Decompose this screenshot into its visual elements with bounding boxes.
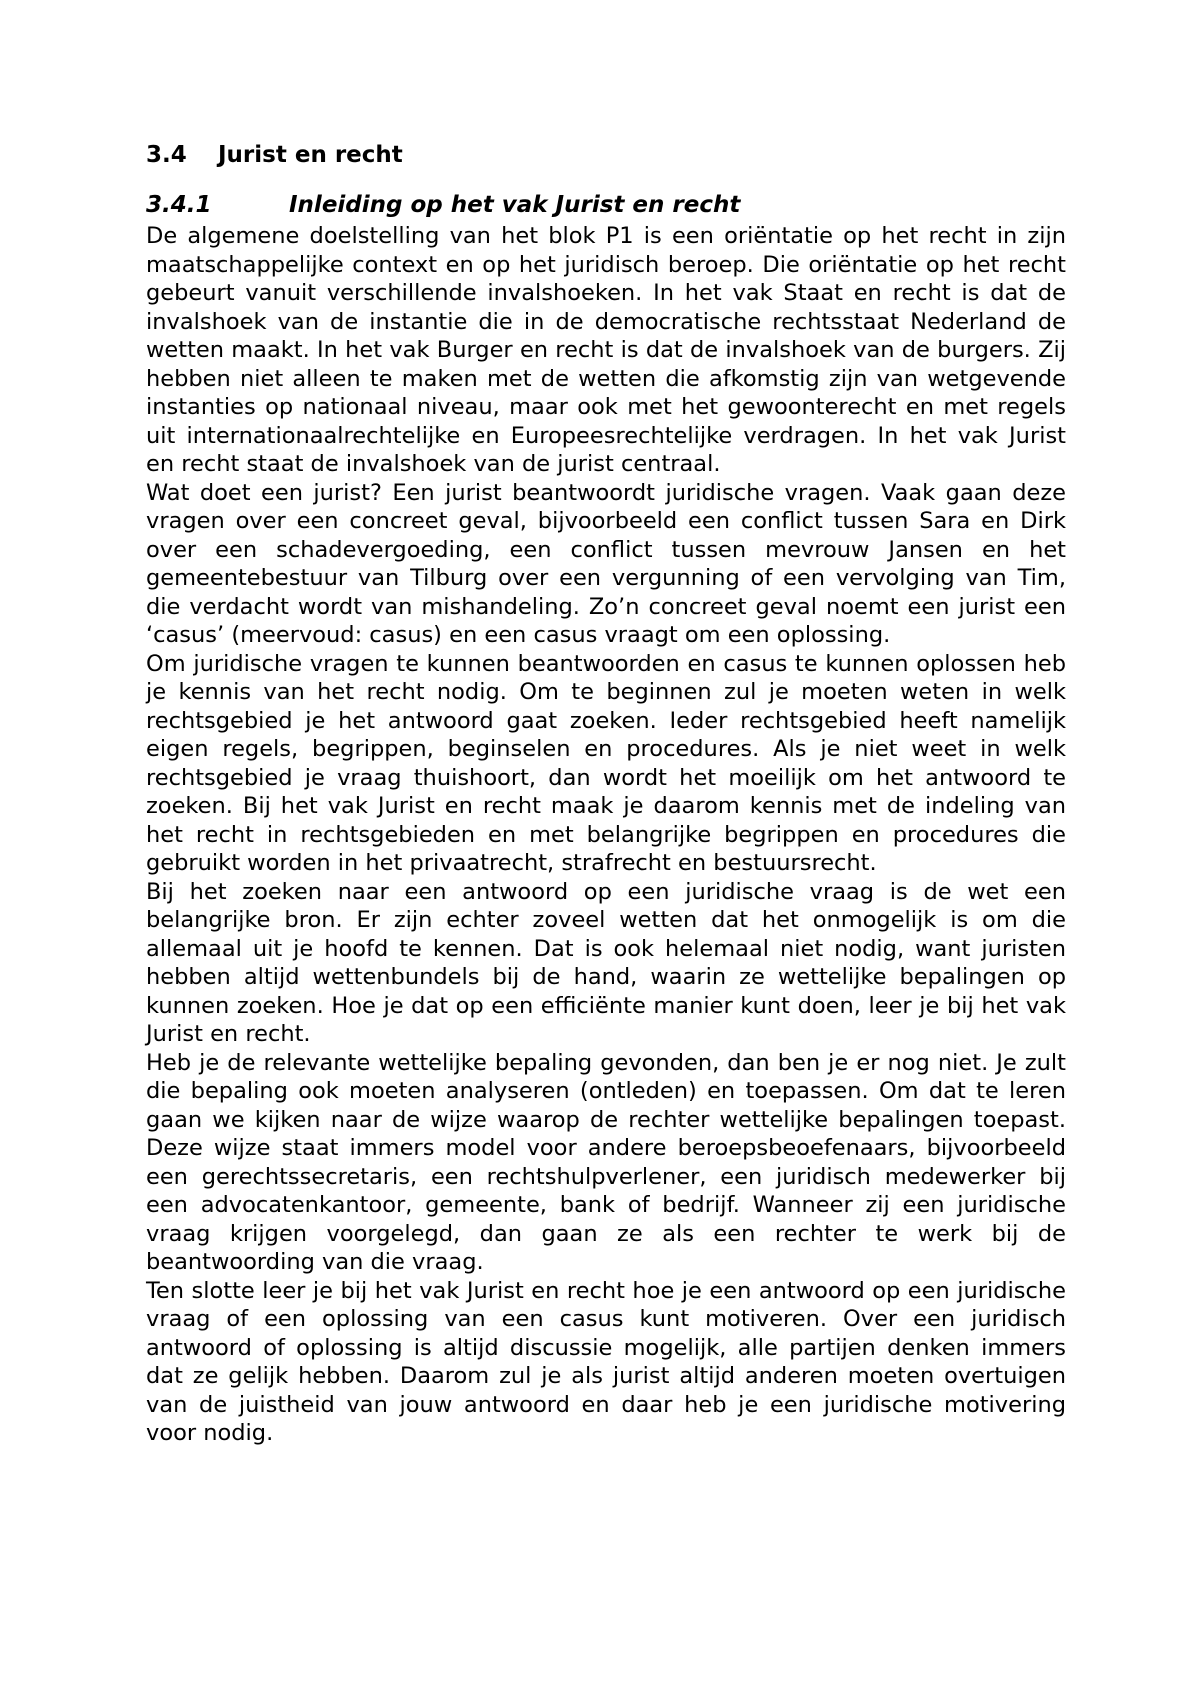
section-heading (146, 138, 1066, 172)
subsection-number: 3.4.1 (146, 192, 212, 218)
subsection-title: Inleiding op het vak Jurist en recht (289, 192, 741, 218)
paragraph-motivation: Ten slotte leer je bij het vak Jurist en recht hoe je een antwoord op een juridische vraag of een oplossing van een casus kunt motiveren. Over een juridisch antwoord of oplossing is altijd discussie mogelijk, alle partijen denken immers dat ze gelijk hebben. Daarom zul je als jurist altijd anderen moeten overtuigen van de juistheid van jouw antwoord en daar heb je een juridische motivering voor nodig. (146, 1277, 1066, 1446)
paragraph-analysis-application: Heb je de relevante wettelijke bepaling gevonden, dan ben je er nog niet. Je zult die bepaling ook moeten analyseren (ontleden) en toepassen. Om dat te leren gaan we kijken naar de wijze waarop de rechter wettelijke bepalingen toepast. Deze wijze staat immers model voor andere beroepsbeoefenaars, bijvoorbeeld een gerechtssecretaris, een rechtshulpverlener, een juridisch medewerker bij een advocatenkantoor, gemeente, bank of bedrijf. Wanneer zij een juridische vraag krijgen voorgelegd, dan gaan ze als een rechter te werk bij de beantwoording van die vraag. (146, 1049, 1066, 1275)
document-page (146, 138, 1066, 1448)
section-title: Jurist en recht (218, 142, 403, 168)
section-number: 3.4 (146, 142, 187, 168)
paragraph-legal-areas: Om juridische vragen te kunnen beantwoorden en casus te kunnen oplossen heb je kennis van het recht nodig. Om te beginnen zul je moeten weten in welk rechtsgebied je het antwoord gaat zoeken. Ieder rechtsgebied heeft namelijk eigen regels, begrippen, beginselen en procedures. Als je niet weet in welk rechtsgebied je vraag thuishoort, dan wordt het moeilijk om het antwoord te zoeken. Bij het vak Jurist en recht maak je daarom kennis met de indeling van het recht in rechtsgebieden en met belangrijke begrippen en procedures die gebruikt worden in het privaatrecht, strafrecht en bestuursrecht. (146, 650, 1066, 876)
paragraph-what-does-a-jurist-do: Wat doet een jurist? Een jurist beantwoordt juridische vragen. Vaak gaan deze vragen over een concreet geval, bijvoorbeeld een conflict tussen Sara en Dirk over een schadevergoeding, een conflict tussen mevrouw Jansen en het gemeentebestuur van Tilburg over een vergunning of een vervolging van Tim, die verdacht wordt van mishandeling. Zo’n concreet geval noemt een jurist een ‘casus’ (meervoud: casus) en een casus vraagt om een oplossing. (146, 479, 1066, 648)
paragraph-introduction: De algemene doelstelling van het blok P1 is een oriëntatie op het recht in zijn maatschappelijke context en op het juridisch beroep. Die oriëntatie op het recht gebeurt vanuit verschillende invalshoeken. In het vak Staat en recht is dat de invalshoek van de instantie die in de democratische rechtsstaat Nederland de wetten maakt. In het vak Burger en recht is dat de invalshoek van de burgers. Zij hebben niet alleen te maken met de wetten die afkomstig zijn van wetgevende instanties op nationaal niveau, maar ook met het gewoonterecht en met regels uit internationaalrechtelijke en Europeesrechtelijke verdragen. In het vak Jurist en recht staat de invalshoek van de jurist centraal. (146, 223, 1066, 477)
subsection-heading (146, 188, 1066, 222)
paragraph-law-as-source: Bij het zoeken naar een antwoord op een juridische vraag is de wet een belangrijke bron. Er zijn echter zoveel wetten dat het onmogelijk is om die allemaal uit je hoofd te kennen. Dat is ook helemaal niet nodig, want juristen hebben altijd wettenbundels bij de hand, waarin ze wettelijke bepalingen op kunnen zoeken. Hoe je dat op een efficiënte manier kunt doen, leer je bij het vak Jurist en recht. (146, 878, 1066, 1047)
